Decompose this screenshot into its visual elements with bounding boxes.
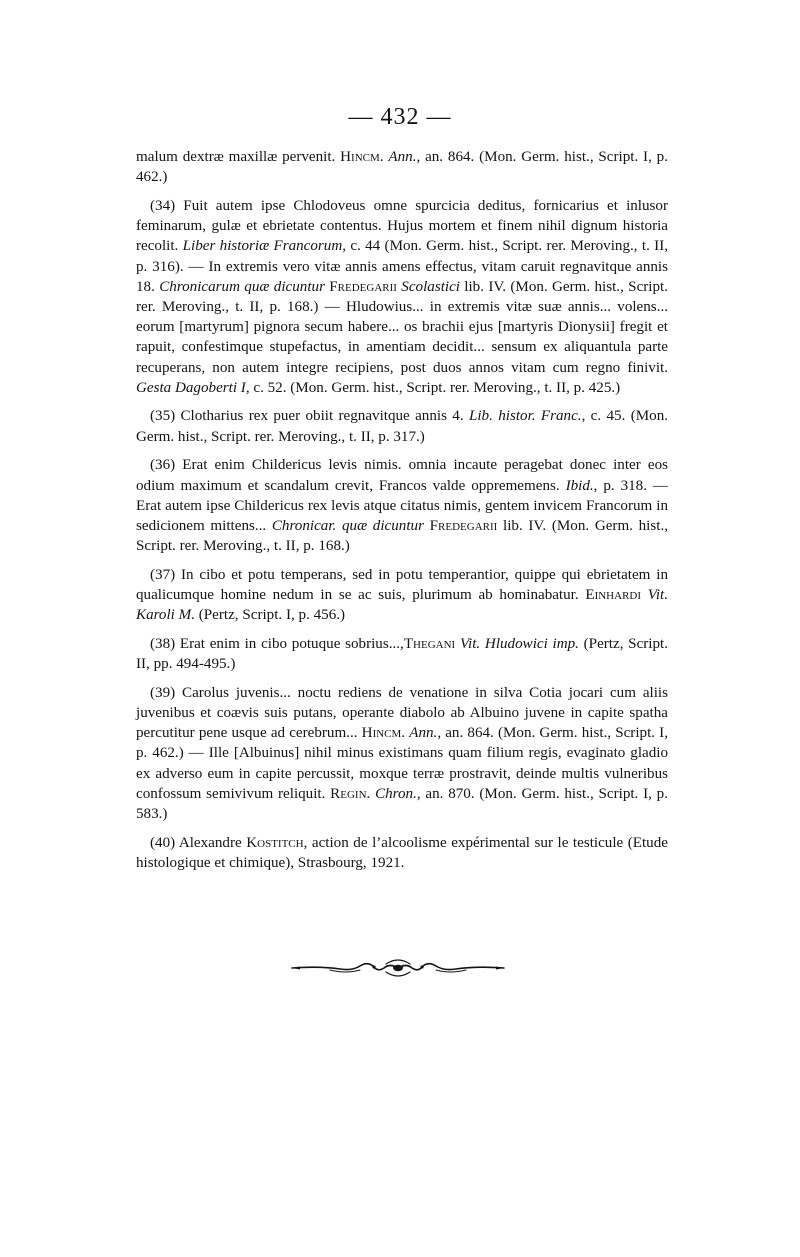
author-name: Einhardi xyxy=(585,587,642,604)
citation-title: Lib. histor. Franc. xyxy=(468,408,582,425)
note-35 xyxy=(136,406,668,446)
note-text: (37) In cibo et potu temperans, sed in potu temperantior, quippe qui ebrietatem in qualicumque homine nedum in se ac suis, plurimum ab hominabatur. xyxy=(136,566,668,604)
author-name: Kostitch xyxy=(246,834,304,851)
note-text: (Pertz, Script. II, pp. 494-495.) xyxy=(136,635,669,673)
note-text: , c. 45. (Mon. Germ. hist., Script. rer. Meroving., t. II, p. 317.) xyxy=(136,408,669,445)
note-34 xyxy=(136,196,668,398)
note-38 xyxy=(136,634,668,674)
author-name: Regin xyxy=(330,785,367,802)
note-cont xyxy=(136,147,668,187)
author-name: Fredegarii xyxy=(429,517,498,534)
citation-title: Ann. xyxy=(409,725,438,742)
author-name: Fredegarii xyxy=(329,278,397,295)
note-39 xyxy=(136,683,668,824)
note-text: , p. 318. — Erat autem ipse Childericus rex levis atque citatus nimis, gentem invicem Francorum in sedicionem mittens... xyxy=(136,477,668,534)
citation-title: Ann. xyxy=(388,149,417,165)
note-text: , an. 870. (Mon. Germ. hist., Script. I, p. 583.) xyxy=(136,785,668,823)
note-text: , an. 864. (Mon. Germ. hist., Script. I, p. 462.) — Ille [Albuinus] nihil minus existimans quam filium regis, evaginato gladio ex adverso eum in capite percussit, moxque terræ prostravit, deinde multis vulneribus confossum semivivum reliquit. xyxy=(136,725,668,802)
page-number: — 432 — xyxy=(348,104,452,130)
note-text: (35) Clotharius rex puer obiit regnavitque annis 4. xyxy=(150,408,469,425)
note-text: (36) Erat enim Childericus levis nimis. omnia incaute peragebat donec inter eos odium maximum et scandalum crevit, Francos valde opprememens. xyxy=(136,457,668,494)
note-text: (Pertz, Script. I, p. 456.) xyxy=(194,607,346,624)
note-text: (39) Carolus juvenis... noctu rediens de venatione in silva Cotia jocari cum aliis juvenibus et coævis suis putans, operante diabolo ab Albuino juvene in capite spatha percutitur pene usque ad cerebrum... xyxy=(136,684,668,742)
citation-title: Ibid. xyxy=(565,477,594,494)
note-text: , action de l’alcoolisme expérimental sur le testicule (Etude histologique et chimique), Strasbourg, 1921. xyxy=(136,834,668,871)
author-name: Thegani xyxy=(403,635,456,652)
note-text: (40) Alexandre xyxy=(150,834,247,851)
tail-piece-ornament-icon xyxy=(290,954,506,982)
note-text: , c. 44 (Mon. Germ. hist., Script. rer. Meroving., t. II, p. 316). — In extremis vero vitæ annis amens effectus, vitam caruit regnavitque annis 18. xyxy=(136,238,668,295)
note-text: , c. 52. (Mon. Germ. hist., Script. rer. Meroving., t. II, p. 425.) xyxy=(245,379,621,396)
note-text: lib. IV. (Mon. Germ. hist., Script. rer. Meroving., t. II, p. 168.) — Hludowius... in extremis vitæ suæ annis... volens... eorum [martyrum] pignora secum habere... os brachii ejus [martyris Dionysii] fregit et rapuit, confestimque stupefactus, in amentiam decidit... sensum ex aliquantula parte recuperans, non autem integre recipiens, post duos annos vitam cum regno finivit. xyxy=(136,278,669,376)
citation-title: Scolastici xyxy=(401,278,460,295)
footnotes-block xyxy=(136,147,668,882)
note-text: (34) Fuit autem ipse Chlodoveus omne spurcicia deditus, fornicarius et inlusor feminarum, gulæ et ebrietate contentus. Hujus mortem et finem nihil dignum historia recolit. xyxy=(136,197,668,255)
citation-title: Chron. xyxy=(375,785,417,802)
note-40 xyxy=(136,833,668,873)
citation-title: Vit. Karoli M. xyxy=(136,587,669,624)
note-text: , an. 864. (Mon. Germ. hist., Script. I, p. 462.) xyxy=(136,149,668,186)
note-text: (38) Erat enim in cibo potuque sobrius..., xyxy=(150,635,404,652)
citation-title: Chronicarum quæ dicuntur xyxy=(159,278,325,295)
note-text: lib. IV. (Mon. Germ. hist., Script. rer. Meroving., t. II, p. 168.) xyxy=(136,517,668,555)
author-name: Hincm xyxy=(361,725,402,742)
note-36 xyxy=(136,455,668,556)
note-text: . xyxy=(401,725,410,742)
citation-title: Gesta Dagoberti I xyxy=(136,379,246,396)
note-text xyxy=(641,587,648,603)
author-name: Hincm xyxy=(340,149,380,165)
citation-title: Vit. Hludowici imp. xyxy=(459,635,579,652)
note-37 xyxy=(136,565,668,626)
note-text: . xyxy=(379,149,389,165)
note-text: . xyxy=(366,785,376,802)
citation-title: Liber historiæ Francorum xyxy=(182,238,343,255)
citation-title: Chronicar. quæ dicuntur xyxy=(271,517,424,534)
note-text: malum dextræ maxillæ pervenit. xyxy=(136,149,341,165)
